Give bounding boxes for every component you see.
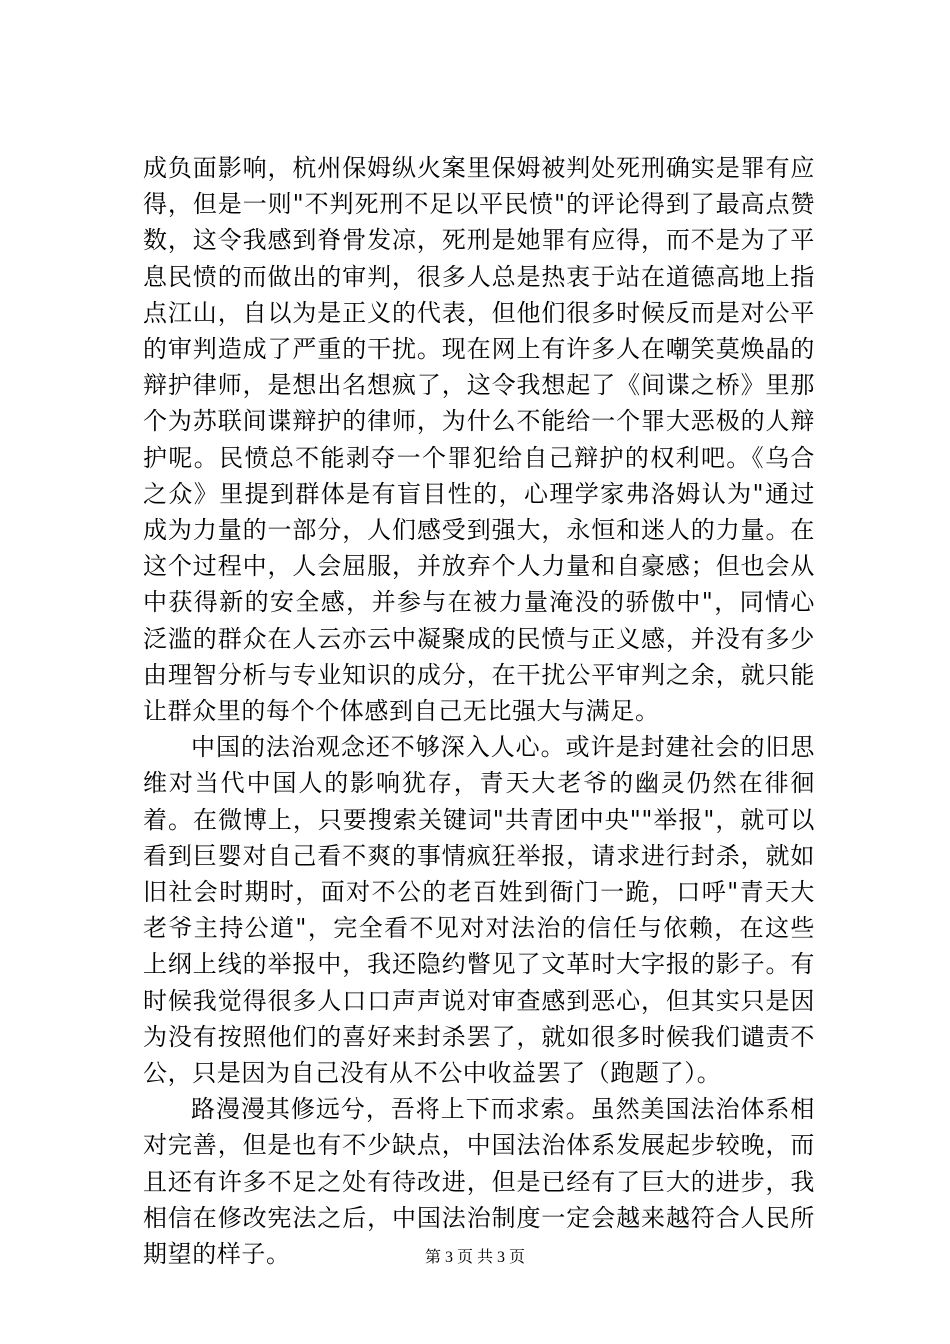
document-body xyxy=(143,150,815,1272)
page-number-footer: 第 3 页 共 3 页 xyxy=(424,1249,525,1266)
paragraph-1: 成负面影响，杭州保姆纵火案里保姆被判处死刑确实是罪有应得，但是一则"不判死刑不足以平民愤"的评论得到了最高点赞数，这令我感到脊骨发凉，死刑是她罪有应得，而不是为了平息民愤的而做出的审判，很多人总是热衷于站在道德高地上指点江山，自以为是正义的代表，但他们很多时候反而是对公平的审判造成了严重的干扰。现在网上有许多人在嘲笑莫焕晶的辩护律师，是想出名想疯了，这令我想起了《间谍之桥》里那个为苏联间谍辩护的律师，为什么不能给一个罪大恶极的人辩护呢。民愤总不能剥夺一个罪犯给自己辩护的权利吧。《乌合之众》里提到群体是有盲目性的，心理学家弗洛姆认为"通过成为力量的一部分，人们感受到强大，永恒和迷人的力量。在这个过程中，人会屈服，并放弃个人力量和自豪感；但也会从中获得新的安全感，并参与在被力量淹没的骄傲中"，同情心泛滥的群众在人云亦云中凝聚成的民愤与正义感，并没有多少由理智分析与专业知识的成分，在干扰公平审判之余，就只能让群众里的每个个体感到自己无比强大与满足。 xyxy=(143,154,815,726)
paragraph-2: 中国的法治观念还不够深入人心。或许是封建社会的旧思维对当代中国人的影响犹存，青天大老爷的幽灵仍然在徘徊着。在微博上，只要搜索关键词"共青团中央""举报"，就可以看到巨婴对自己看不爽的事情疯狂举报，请求进行封杀，就如旧社会时期时，面对不公的老百姓到衙门一跪，口呼"青天大老爷主持公道"，完全看不见对对法治的信任与依赖，在这些上纲上线的举报中，我还隐约瞥见了文革时大字报的影子。有时候我觉得很多人口口声声说对审查感到恶心，但其实只是因为没有按照他们的喜好来封杀罢了，就如很多时候我们谴责不公，只是因为自己没有从不公中收益罢了（跑题了）。 xyxy=(143,733,815,1088)
paragraph-3: 路漫漫其修远兮，吾将上下而求索。虽然美国法治体系相对完善，但是也有不少缺点，中国法治体系发展起步较晚，而且还有许多不足之处有待改进，但是已经有了巨大的进步，我相信在修改宪法之后，中国法治制度一定会越来越符合人民所期望的样子。 xyxy=(143,1095,815,1269)
